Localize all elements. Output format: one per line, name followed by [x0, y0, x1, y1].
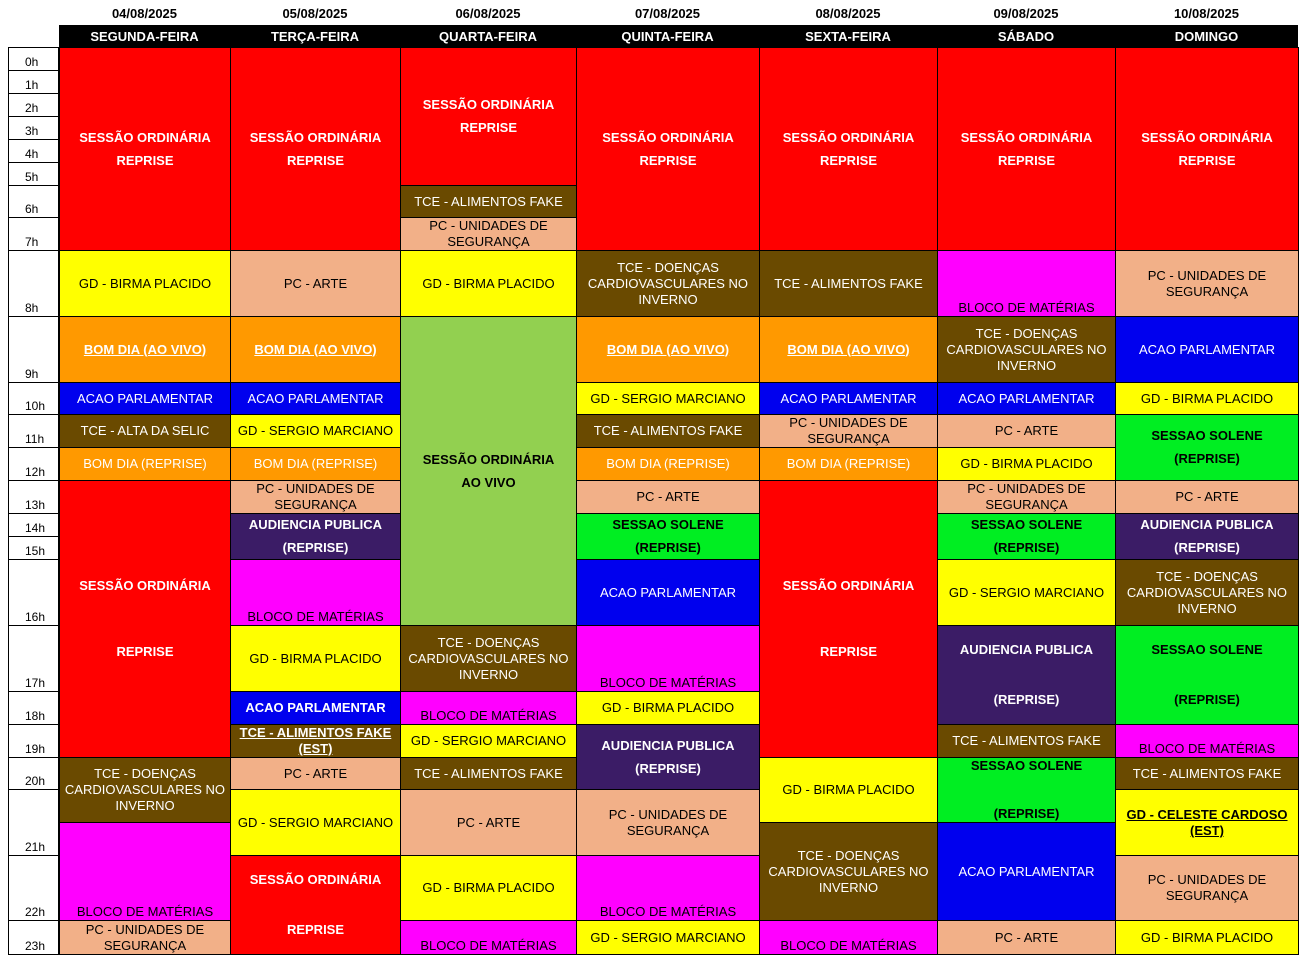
program-slot[interactable] [937, 316, 1116, 383]
program-slot[interactable] [400, 316, 577, 626]
program-slot[interactable] [1115, 757, 1299, 790]
program-title: SESSÃO ORDINÁRIA [249, 872, 382, 887]
hour-label: 3h [8, 116, 59, 140]
program-slot[interactable] [230, 691, 401, 725]
program-slot[interactable] [230, 757, 401, 790]
program-title: (REPRISE) [1174, 540, 1240, 555]
program-title: TCE - DOENÇAS [437, 634, 540, 650]
program-slot[interactable] [937, 47, 1116, 251]
program-title: PC - UNIDADES DE [1147, 872, 1267, 887]
program-title: PC - UNIDADES DE [85, 921, 205, 937]
program-title: GD - BIRMA PLACIDO [422, 880, 555, 895]
program-slot[interactable] [576, 47, 760, 251]
program-title: PC - UNIDADES DE [608, 806, 728, 822]
program-title: ACAO PARLAMENTAR [780, 390, 917, 406]
program-slot[interactable] [1115, 480, 1299, 514]
program-title: GD - BIRMA PLACIDO [78, 275, 212, 291]
program-title: GD - SERGIO MARCIANO [590, 390, 746, 406]
program-slot[interactable] [937, 559, 1116, 626]
program-title: SESSÃO ORDINÁRIA [1141, 129, 1273, 145]
program-title: SESSAO SOLENE [970, 758, 1083, 773]
program-title: BLOCO DE MATÉRIAS [420, 938, 557, 953]
program-title: GD - CELESTE CARDOSO [1126, 806, 1288, 822]
hour-label: 11h [8, 414, 59, 448]
hour-label: 22h [8, 855, 59, 921]
hour-label: 12h [8, 447, 59, 481]
program-title: BLOCO DE MATÉRIAS [780, 938, 917, 953]
program-title: CARDIOVASCULARES NO [587, 275, 749, 291]
program-slot[interactable] [576, 447, 760, 481]
program-slot[interactable] [230, 47, 401, 251]
program-title: TCE - ALIMENTOS FAKE [774, 275, 923, 291]
program-title: REPRISE [286, 152, 345, 168]
program-slot[interactable] [1115, 414, 1299, 481]
program-slot[interactable] [1115, 316, 1299, 383]
program-title: GD - BIRMA PLACIDO [960, 456, 1093, 471]
hour-label: 20h [8, 757, 59, 790]
program-title: ACAO PARLAMENTAR [958, 390, 1095, 406]
hour-label: 17h [8, 625, 59, 692]
program-slot[interactable] [59, 414, 231, 448]
program-slot[interactable] [400, 855, 577, 921]
program-title: INVERNO [458, 666, 519, 682]
program-title: GD - SERGIO MARCIANO [410, 733, 567, 748]
hour-label: 8h [8, 250, 59, 317]
program-slot[interactable] [576, 316, 760, 383]
program-slot[interactable] [400, 217, 577, 251]
program-title: (REPRISE) [993, 806, 1060, 821]
program-slot[interactable] [1115, 559, 1299, 626]
weekday-header: SEGUNDA-FEIRA [59, 25, 230, 47]
program-slot[interactable] [937, 382, 1116, 415]
hour-label: 5h [8, 162, 59, 186]
program-title: REPRISE [116, 152, 174, 168]
program-title: (REPRISE) [993, 540, 1060, 555]
program-title: PC - ARTE [283, 765, 348, 781]
program-slot[interactable] [576, 855, 760, 921]
program-title: REPRISE [997, 152, 1056, 168]
program-title: SESSÃO ORDINÁRIA [782, 578, 915, 593]
program-title: CARDIOVASCULARES NO [1126, 584, 1288, 600]
program-title: (REPRISE) [1174, 692, 1240, 707]
program-slot[interactable] [759, 480, 938, 758]
program-slot[interactable] [59, 316, 231, 383]
program-title: BLOCO DE MATÉRIAS [76, 904, 214, 919]
program-title: PC - ARTE [636, 489, 700, 504]
program-title: SESSAO SOLENE [1151, 642, 1263, 657]
program-slot[interactable] [1115, 382, 1299, 415]
program-title: BOM DIA (AO VIVO) [83, 341, 207, 357]
program-title: GD - SERGIO MARCIANO [237, 814, 394, 830]
program-slot[interactable] [759, 920, 938, 955]
program-slot[interactable] [937, 513, 1116, 560]
program-slot[interactable] [576, 789, 760, 856]
program-slot[interactable] [230, 625, 401, 692]
program-slot[interactable] [759, 757, 938, 823]
program-title: BLOCO DE MATÉRIAS [247, 609, 384, 624]
program-title: SEGURANÇA [274, 497, 357, 512]
program-title: (REPRISE) [635, 760, 701, 776]
program-title: TCE - ALIMENTOS FAKE [1132, 765, 1282, 781]
program-title: BOM DIA (AO VIVO) [254, 341, 377, 357]
hour-label: 0h [8, 47, 59, 71]
program-slot[interactable] [937, 625, 1116, 725]
weekday-header: SEXTA-FEIRA [759, 25, 937, 47]
program-slot[interactable] [937, 480, 1116, 514]
program-slot[interactable] [576, 382, 760, 415]
program-title: TCE - DOENÇAS [617, 259, 719, 275]
program-title: PC - UNIDADES DE [429, 218, 548, 233]
program-slot[interactable] [937, 757, 1116, 823]
program-title: SESSÃO ORDINÁRIA [422, 97, 555, 112]
program-title: PC - ARTE [283, 275, 348, 291]
program-title: SEGURANÇA [626, 822, 710, 838]
program-title: SESSÃO ORDINÁRIA [79, 578, 211, 593]
program-title: GD - SERGIO MARCIANO [237, 423, 394, 438]
program-slot[interactable] [400, 920, 577, 955]
hour-label: 13h [8, 480, 59, 514]
program-slot[interactable] [400, 250, 577, 317]
hour-label: 15h [8, 536, 59, 560]
program-title: PC - ARTE [994, 929, 1059, 945]
program-slot[interactable] [576, 559, 760, 626]
program-slot[interactable] [230, 250, 401, 317]
program-title: BLOCO DE MATÉRIAS [1138, 741, 1276, 756]
weekday-header: DOMINGO [1115, 25, 1298, 47]
program-slot[interactable] [1115, 513, 1299, 560]
hour-label: 9h [8, 316, 59, 383]
program-title: SEGURANÇA [807, 431, 890, 446]
program-title: PC - ARTE [456, 814, 521, 830]
hour-label: 21h [8, 789, 59, 856]
hour-label: 16h [8, 559, 59, 626]
program-slot[interactable] [230, 447, 401, 481]
program-title: GD - BIRMA PLACIDO [422, 275, 555, 291]
program-title: ACAO PARLAMENTAR [958, 863, 1095, 879]
date-header: 10/08/2025 [1173, 6, 1240, 21]
program-slot[interactable] [1115, 250, 1299, 317]
program-title: (REPRISE) [635, 540, 701, 555]
hour-label: 19h [8, 724, 59, 758]
program-title: PC - UNIDADES DE [256, 481, 375, 496]
program-title: TCE - DOENÇAS [94, 766, 196, 781]
hour-label: 6h [8, 185, 59, 218]
program-slot[interactable] [59, 920, 231, 955]
program-slot[interactable] [937, 920, 1116, 955]
program-title: CARDIOVASCULARES NO [946, 341, 1107, 357]
program-title: TCE - ALIMENTOS FAKE [414, 193, 563, 209]
program-title: CARDIOVASCULARES NO [408, 650, 569, 666]
date-header: 04/08/2025 [111, 6, 178, 21]
program-slot[interactable] [759, 382, 938, 415]
program-title: TCE - ALIMENTOS FAKE [239, 725, 392, 740]
program-slot[interactable] [576, 724, 760, 790]
program-slot[interactable] [59, 382, 231, 415]
hour-label: 2h [8, 93, 59, 117]
program-slot[interactable] [576, 691, 760, 725]
program-title: BOM DIA (AO VIVO) [787, 341, 910, 357]
program-title: BOM DIA (REPRISE) [83, 456, 207, 471]
program-title: GD - BIRMA PLACIDO [782, 782, 915, 797]
program-slot[interactable] [230, 316, 401, 383]
program-title: AUDIENCIA PUBLICA [959, 642, 1094, 657]
program-title: INVERNO [638, 291, 698, 307]
program-title: BOM DIA (AO VIVO) [606, 341, 730, 357]
program-slot[interactable] [59, 250, 231, 317]
program-title: INVERNO [115, 798, 175, 813]
program-title: REPRISE [819, 152, 878, 168]
date-header: 06/08/2025 [455, 6, 521, 21]
hour-label: 7h [8, 217, 59, 251]
program-slot[interactable] [1115, 920, 1299, 955]
program-slot[interactable] [400, 691, 577, 725]
program-title: (EST) [1190, 822, 1224, 838]
program-slot[interactable] [576, 480, 760, 514]
program-title: SESSÃO ORDINÁRIA [782, 129, 915, 145]
program-slot[interactable] [576, 250, 760, 317]
program-title: AUDIENCIA PUBLICA [248, 517, 383, 532]
program-title: SEGURANÇA [103, 937, 187, 953]
program-slot[interactable] [230, 382, 401, 415]
program-title: PC - UNIDADES DE [789, 415, 908, 430]
program-slot[interactable] [400, 625, 577, 692]
program-title: PC - ARTE [1175, 489, 1239, 504]
weekday-header: TERÇA-FEIRA [230, 25, 400, 47]
program-slot[interactable] [59, 47, 231, 251]
program-title: INVERNO [818, 879, 879, 895]
program-title: GD - BIRMA PLACIDO [1140, 390, 1274, 406]
program-slot[interactable] [230, 559, 401, 626]
program-title: SEGURANÇA [1165, 283, 1249, 299]
program-title: SESSÃO ORDINÁRIA [602, 129, 734, 145]
program-title: TCE - DOENÇAS [1156, 568, 1258, 584]
program-title: GD - BIRMA PLACIDO [1140, 929, 1274, 945]
program-title: SESSAO SOLENE [970, 517, 1083, 532]
program-slot[interactable] [230, 513, 401, 560]
program-title: (EST) [298, 741, 333, 756]
weekday-header: SÁBADO [937, 25, 1115, 47]
hour-label: 23h [8, 920, 59, 955]
program-title: BOM DIA (REPRISE) [253, 456, 378, 471]
program-slot[interactable] [400, 724, 577, 758]
program-title: SESSÃO ORDINÁRIA [422, 451, 555, 467]
program-slot[interactable] [937, 724, 1116, 758]
program-slot[interactable] [759, 447, 938, 481]
program-slot[interactable] [400, 47, 577, 186]
program-title: PC - UNIDADES DE [1147, 267, 1267, 283]
program-title: GD - BIRMA PLACIDO [601, 700, 735, 715]
program-slot[interactable] [1115, 789, 1299, 856]
program-title: AUDIENCIA PUBLICA [1140, 517, 1274, 532]
program-title: AO VIVO [461, 474, 516, 490]
program-title: (REPRISE) [993, 692, 1060, 707]
program-title: AUDIENCIA PUBLICA [601, 737, 735, 753]
program-slot[interactable] [937, 250, 1116, 317]
program-title: REPRISE [1178, 152, 1236, 168]
program-title: INVERNO [996, 357, 1057, 373]
program-title: TCE - DOENÇAS [797, 847, 900, 863]
program-title: TCE - ALIMENTOS FAKE [593, 423, 743, 438]
hour-label: 18h [8, 691, 59, 725]
program-title: SESSÃO ORDINÁRIA [249, 129, 382, 145]
weekday-header: QUARTA-FEIRA [400, 25, 576, 47]
program-slot[interactable] [230, 855, 401, 955]
program-slot[interactable] [576, 920, 760, 955]
program-slot[interactable] [759, 250, 938, 317]
program-title: REPRISE [639, 152, 697, 168]
program-slot[interactable] [1115, 625, 1299, 725]
date-header: 08/08/2025 [815, 6, 881, 21]
program-slot[interactable] [576, 414, 760, 448]
program-title: SEGURANÇA [447, 234, 530, 249]
program-title: REPRISE [459, 120, 518, 135]
weekday-header: QUINTA-FEIRA [576, 25, 759, 47]
program-title: BLOCO DE MATÉRIAS [958, 300, 1095, 315]
program-slot[interactable] [59, 480, 231, 758]
program-title: SEGURANÇA [1165, 888, 1249, 903]
program-title: REPRISE [286, 922, 345, 937]
program-title: PC - UNIDADES DE [967, 481, 1086, 496]
date-header: 09/08/2025 [993, 6, 1059, 21]
program-title: ACAO PARLAMENTAR [76, 390, 214, 406]
program-title: BLOCO DE MATÉRIAS [599, 904, 737, 919]
program-title: GD - SERGIO MARCIANO [948, 584, 1105, 600]
program-slot[interactable] [59, 757, 231, 823]
program-slot[interactable] [230, 480, 401, 514]
program-slot[interactable] [759, 414, 938, 448]
program-title: PC - ARTE [994, 423, 1059, 438]
program-slot[interactable] [59, 822, 231, 921]
program-title: ACAO PARLAMENTAR [599, 584, 737, 600]
program-title: CARDIOVASCULARES NO [64, 782, 226, 797]
program-title: CARDIOVASCULARES NO [768, 863, 929, 879]
program-slot[interactable] [1115, 47, 1299, 251]
program-slot[interactable] [937, 822, 1116, 921]
program-title: ACAO PARLAMENTAR [247, 390, 384, 406]
hour-label: 1h [8, 70, 59, 94]
program-slot[interactable] [400, 757, 577, 790]
program-title: GD - BIRMA PLACIDO [249, 650, 382, 666]
program-title: INVERNO [1177, 600, 1237, 616]
program-slot[interactable] [230, 789, 401, 856]
program-title: SESSÃO ORDINÁRIA [79, 129, 211, 145]
program-title: TCE - ALIMENTOS FAKE [952, 733, 1101, 748]
hour-label: 4h [8, 139, 59, 163]
date-header: 07/08/2025 [634, 6, 701, 21]
program-title: TCE - DOENÇAS [975, 325, 1078, 341]
program-slot[interactable] [937, 414, 1116, 448]
program-title: ACAO PARLAMENTAR [1138, 341, 1276, 357]
program-title: SEGURANÇA [985, 497, 1068, 512]
program-title: BLOCO DE MATÉRIAS [420, 708, 557, 723]
hour-label: 10h [8, 382, 59, 415]
program-title: ACAO PARLAMENTAR [245, 700, 386, 715]
program-slot[interactable] [576, 513, 760, 560]
program-title: GD - SERGIO MARCIANO [590, 929, 746, 945]
program-slot[interactable] [1115, 724, 1299, 758]
program-slot[interactable] [230, 724, 401, 758]
program-slot[interactable] [400, 789, 577, 856]
program-slot[interactable] [759, 316, 938, 383]
program-title: TCE - ALTA DA SELIC [80, 423, 210, 438]
program-title: BLOCO DE MATÉRIAS [599, 675, 737, 690]
program-title: SESSÃO ORDINÁRIA [960, 129, 1093, 145]
program-title: (REPRISE) [1174, 451, 1240, 466]
program-slot[interactable] [1115, 855, 1299, 921]
program-title: REPRISE [819, 644, 878, 659]
program-slot[interactable] [759, 47, 938, 251]
program-title: SESSAO SOLENE [1151, 428, 1263, 443]
program-title: BOM DIA (REPRISE) [606, 456, 730, 471]
program-title: SESSAO SOLENE [612, 517, 724, 532]
program-slot[interactable] [59, 447, 231, 481]
program-slot[interactable] [230, 414, 401, 448]
program-title: (REPRISE) [282, 540, 349, 555]
program-slot[interactable] [937, 447, 1116, 481]
program-slot[interactable] [576, 625, 760, 692]
program-title: BOM DIA (REPRISE) [786, 456, 911, 471]
program-slot[interactable] [400, 185, 577, 218]
program-title: REPRISE [116, 644, 174, 659]
program-slot[interactable] [759, 822, 938, 921]
date-header: 05/08/2025 [282, 6, 348, 21]
program-title: TCE - ALIMENTOS FAKE [414, 765, 563, 781]
hour-label: 14h [8, 513, 59, 537]
